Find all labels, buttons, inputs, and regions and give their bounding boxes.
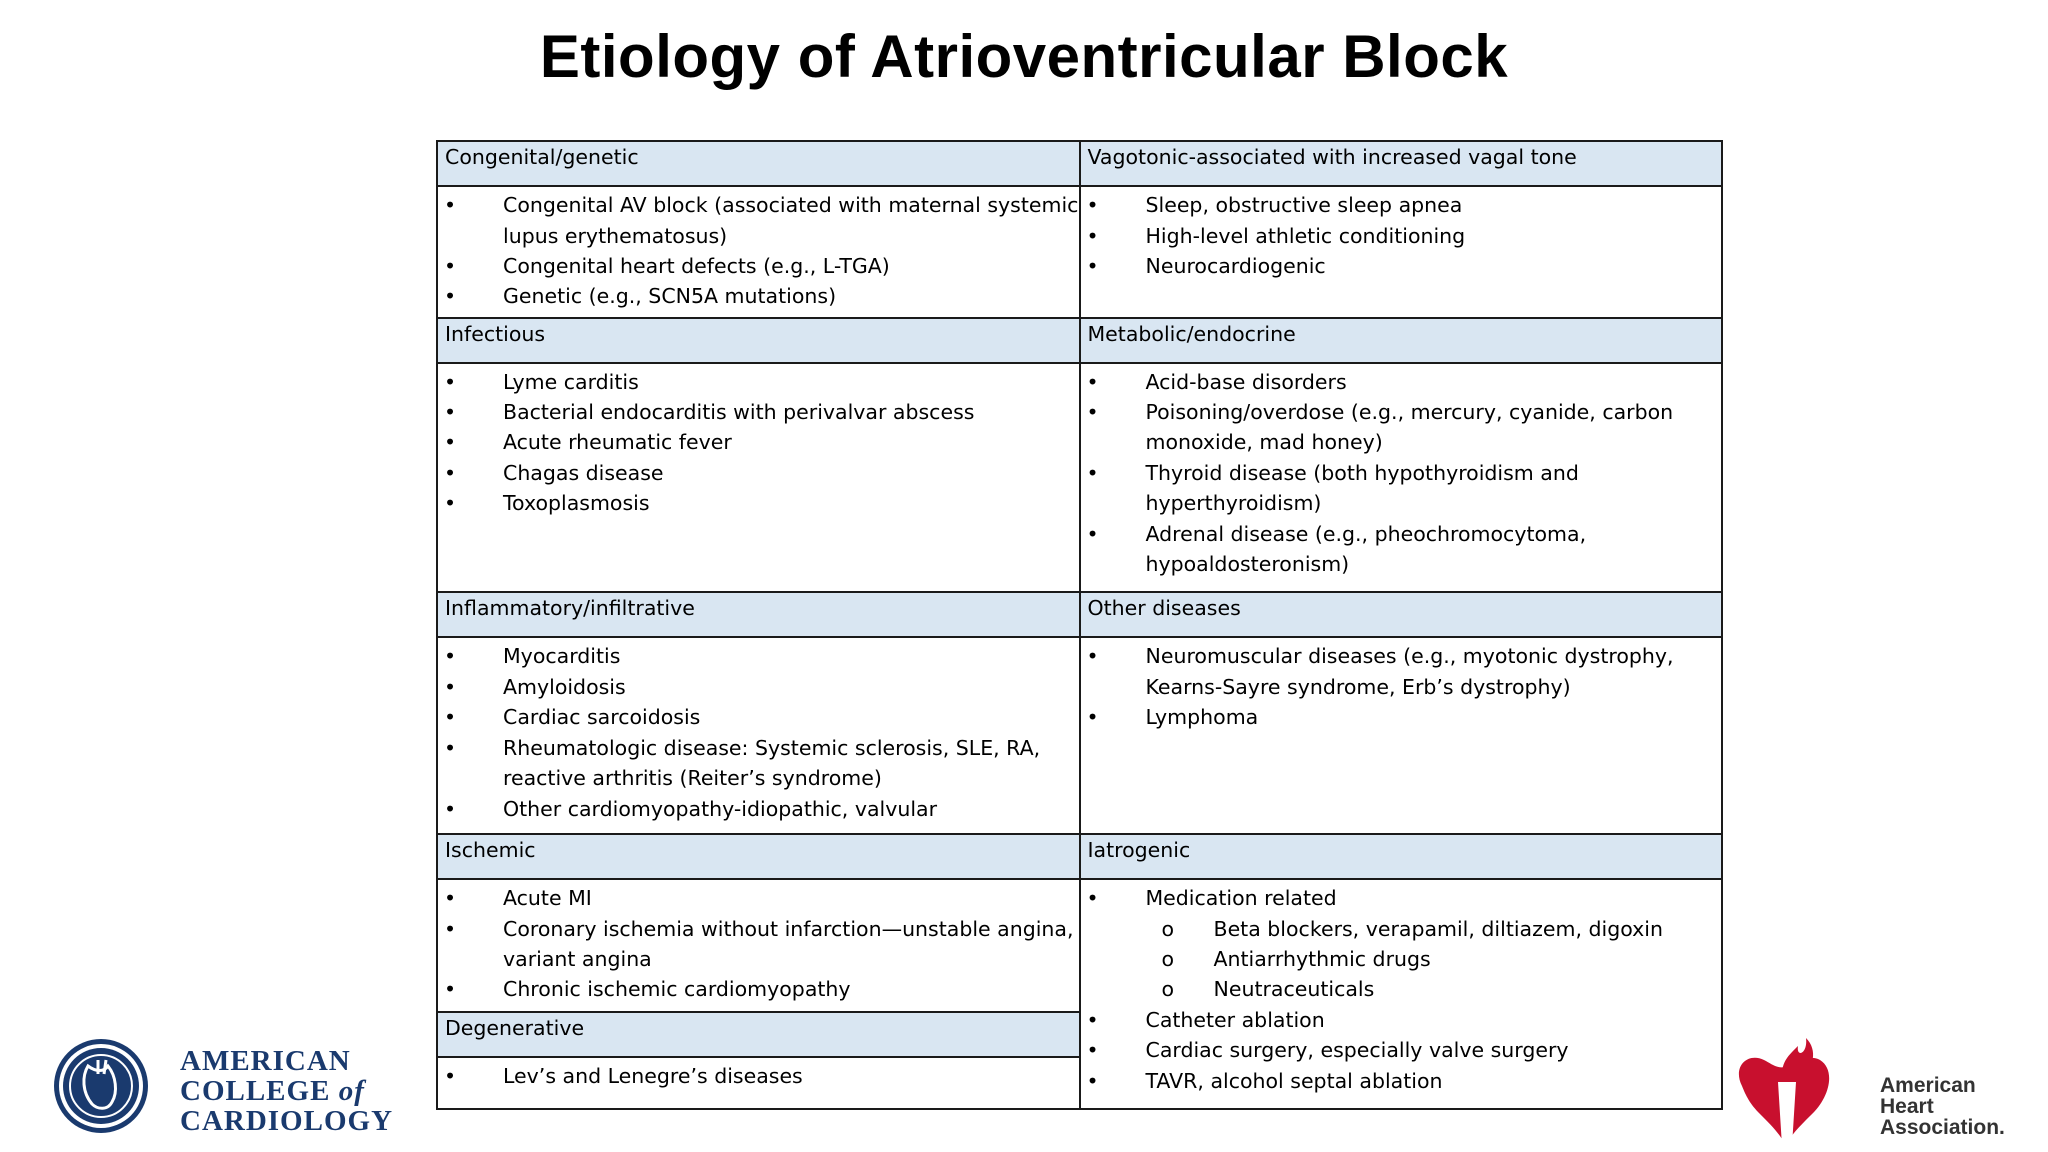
list-item-text: Myocarditis bbox=[503, 644, 621, 669]
list-item-text: Thyroid disease (both hypothyroidism and hyperthyroidism) bbox=[1145, 460, 1579, 516]
list-item bbox=[1081, 397, 1722, 458]
acc-logo-line2a: COLLEGE bbox=[180, 1075, 339, 1107]
bullet-icon: • bbox=[444, 193, 457, 218]
list-vagotonic bbox=[1081, 190, 1722, 281]
bullet-icon: • bbox=[444, 644, 457, 669]
list-item bbox=[1081, 251, 1722, 281]
list-inflammatory bbox=[438, 641, 1079, 823]
hollow-bullet-icon: o bbox=[1161, 947, 1175, 972]
list-item-text: Neurocardiogenic bbox=[1145, 253, 1326, 278]
list-item-text: Acute MI bbox=[503, 886, 592, 911]
bullet-icon: • bbox=[444, 1063, 457, 1088]
bullet-icon: • bbox=[1086, 253, 1099, 278]
cell-other-diseases bbox=[1080, 637, 1723, 834]
list-item-text: Lymphoma bbox=[1145, 705, 1259, 730]
list-item-text: Medication related bbox=[1145, 886, 1337, 911]
bullet-icon: • bbox=[444, 977, 457, 1002]
bullet-icon: • bbox=[444, 705, 457, 730]
list-item bbox=[1081, 367, 1722, 397]
list-item-text: Genetic (e.g., SCN5A mutations) bbox=[503, 284, 837, 309]
header-congenital: Congenital/genetic bbox=[437, 141, 1080, 186]
list-item-text: Lyme carditis bbox=[503, 369, 639, 394]
list-item-text: Neuromuscular diseases (e.g., myotonic dystrophy, Kearns-Sayre syndrome, Erb’s dystrophy) bbox=[1145, 644, 1674, 699]
cell-inflammatory bbox=[437, 637, 1080, 834]
cell-metabolic bbox=[1080, 363, 1723, 593]
list-item-text: High-level athletic conditioning bbox=[1145, 223, 1466, 248]
bullet-icon: • bbox=[1086, 400, 1099, 425]
list-item-text: Rheumatologic disease: Systemic sclerosis, SLE, RA, reactive arthritis (Reiter’s syndrome) bbox=[503, 735, 1041, 791]
bullet-icon: • bbox=[444, 674, 457, 699]
list-item bbox=[1081, 190, 1722, 220]
list-item bbox=[1081, 1005, 1722, 1035]
header-other-diseases: Other diseases bbox=[1080, 592, 1723, 637]
list-item bbox=[438, 914, 1079, 975]
bullet-icon: • bbox=[444, 796, 457, 821]
list-item bbox=[1081, 221, 1722, 251]
list-item bbox=[1081, 883, 1722, 1005]
list-item bbox=[438, 488, 1079, 518]
acc-logo-line1: AMERICAN bbox=[180, 1045, 351, 1077]
heart-torch-icon bbox=[1739, 1038, 1829, 1146]
list-item-text: Coronary ischemia without infarction—unstable angina, variant angina bbox=[503, 916, 1074, 972]
bullet-icon: • bbox=[444, 460, 457, 485]
list-item bbox=[438, 672, 1079, 702]
header-metabolic: Metabolic/endocrine bbox=[1080, 318, 1723, 363]
list-item-text: Acute rheumatic fever bbox=[503, 430, 732, 455]
list-item-text: Bacterial endocarditis with perivalvar abscess bbox=[503, 400, 975, 425]
list-item bbox=[438, 1061, 1079, 1091]
bullet-icon: • bbox=[444, 284, 457, 309]
bullet-icon: • bbox=[1086, 369, 1099, 394]
acc-logo bbox=[38, 1036, 438, 1136]
list-item bbox=[438, 733, 1079, 794]
header-degenerative: Degenerative bbox=[437, 1012, 1080, 1057]
bullet-icon: • bbox=[1086, 460, 1099, 485]
list-ischemic bbox=[438, 883, 1079, 1005]
bullet-icon: • bbox=[444, 735, 457, 760]
header-inflammatory: Inflammatory/infiltrative bbox=[437, 592, 1080, 637]
list-iatrogenic bbox=[1081, 883, 1722, 1096]
bullet-icon: • bbox=[1086, 223, 1099, 248]
list-item bbox=[438, 883, 1079, 913]
list-item bbox=[438, 794, 1079, 824]
bullet-icon: • bbox=[1086, 1068, 1099, 1093]
list-item bbox=[1081, 641, 1722, 702]
bullet-icon: • bbox=[444, 491, 457, 516]
cell-iatrogenic bbox=[1080, 879, 1723, 1109]
bullet-icon: • bbox=[1086, 886, 1099, 911]
list-item bbox=[1081, 1035, 1722, 1065]
header-vagotonic: Vagotonic-associated with increased vagal tone bbox=[1080, 141, 1723, 186]
cell-infectious bbox=[437, 363, 1080, 593]
list-congenital bbox=[438, 190, 1079, 312]
header-iatrogenic: Iatrogenic bbox=[1080, 834, 1723, 879]
list-item-text: Congenital heart defects (e.g., L-TGA) bbox=[503, 253, 890, 278]
bullet-icon: • bbox=[444, 430, 457, 455]
sub-list-item bbox=[1146, 944, 1722, 974]
list-item-text: Adrenal disease (e.g., pheochromocytoma, hypoaldosteronism) bbox=[1145, 521, 1587, 577]
hollow-bullet-icon: o bbox=[1161, 977, 1175, 1002]
list-item bbox=[438, 281, 1079, 311]
list-metabolic bbox=[1081, 367, 1722, 580]
list-degenerative bbox=[438, 1061, 1079, 1091]
list-item-text: Amyloidosis bbox=[503, 674, 626, 699]
bullet-icon: • bbox=[1086, 1007, 1099, 1032]
header-ischemic: Ischemic bbox=[437, 834, 1080, 879]
sub-list-item-text: Neutraceuticals bbox=[1213, 977, 1375, 1002]
aha-logo-line3: Association. bbox=[1880, 1116, 2005, 1139]
bullet-icon: • bbox=[1086, 1038, 1099, 1063]
list-item bbox=[438, 702, 1079, 732]
list-item-text: Catheter ablation bbox=[1145, 1007, 1325, 1032]
etiology-table bbox=[436, 140, 1723, 1110]
list-infectious bbox=[438, 367, 1079, 519]
list-item-text: Sleep, obstructive sleep apnea bbox=[1145, 193, 1463, 218]
cell-degenerative bbox=[437, 1057, 1080, 1109]
cell-congenital bbox=[437, 186, 1080, 317]
list-item-text: Cardiac surgery, especially valve surgery bbox=[1145, 1038, 1569, 1063]
list-item bbox=[438, 974, 1079, 1004]
sub-list bbox=[1146, 914, 1722, 1005]
bullet-icon: • bbox=[1086, 193, 1099, 218]
header-infectious: Infectious bbox=[437, 318, 1080, 363]
list-item-text: Acid-base disorders bbox=[1145, 369, 1347, 394]
slide-title: Etiology of Atrioventricular Block bbox=[539, 23, 1509, 90]
bullet-icon: • bbox=[1086, 644, 1099, 669]
list-item-text: Congenital AV block (associated with maternal systemic lupus erythematosus) bbox=[503, 193, 1079, 248]
list-item-text: Chagas disease bbox=[503, 460, 664, 485]
list-item bbox=[1081, 519, 1722, 580]
aha-logo-line1: American bbox=[1880, 1074, 1976, 1097]
sub-list-item-text: Beta blockers, verapamil, diltiazem, digoxin bbox=[1213, 916, 1663, 941]
sub-list-item bbox=[1146, 914, 1722, 944]
list-item-text: Chronic ischemic cardiomyopathy bbox=[503, 977, 851, 1002]
list-item-text: TAVR, alcohol septal ablation bbox=[1145, 1068, 1443, 1093]
list-item bbox=[438, 251, 1079, 281]
aha-logo bbox=[1728, 1024, 2038, 1152]
list-item-text: Lev’s and Lenegre’s diseases bbox=[503, 1063, 803, 1088]
acc-logo-line2b: of bbox=[338, 1075, 365, 1107]
sub-list-item-text: Antiarrhythmic drugs bbox=[1213, 947, 1431, 972]
list-item bbox=[1081, 458, 1722, 519]
bullet-icon: • bbox=[444, 916, 457, 941]
list-item-text: Poisoning/overdose (e.g., mercury, cyanide, carbon monoxide, mad honey) bbox=[1145, 400, 1674, 455]
bullet-icon: • bbox=[444, 369, 457, 394]
list-item bbox=[438, 397, 1079, 427]
list-item-text: Cardiac sarcoidosis bbox=[503, 705, 701, 730]
bullet-icon: • bbox=[444, 400, 457, 425]
list-item bbox=[438, 367, 1079, 397]
list-item bbox=[438, 458, 1079, 488]
list-item bbox=[438, 641, 1079, 671]
cell-ischemic bbox=[437, 879, 1080, 1011]
bullet-icon: • bbox=[1086, 705, 1099, 730]
acc-seal-icon bbox=[54, 1039, 148, 1133]
list-item bbox=[1081, 1066, 1722, 1096]
cell-vagotonic bbox=[1080, 186, 1723, 317]
acc-logo-line3: CARDIOLOGY bbox=[180, 1105, 394, 1136]
list-item bbox=[438, 190, 1079, 251]
list-item-text: Other cardiomyopathy-idiopathic, valvular bbox=[503, 796, 938, 821]
bullet-icon: • bbox=[1086, 521, 1099, 546]
hollow-bullet-icon: o bbox=[1161, 916, 1175, 941]
bullet-icon: • bbox=[444, 253, 457, 278]
list-item-text: Toxoplasmosis bbox=[503, 491, 650, 516]
aha-logo-line2: Heart bbox=[1880, 1095, 1934, 1118]
sub-list-item bbox=[1146, 974, 1722, 1004]
list-other-diseases bbox=[1081, 641, 1722, 732]
list-item bbox=[1081, 702, 1722, 732]
acc-logo-line2 bbox=[180, 1075, 367, 1107]
bullet-icon: • bbox=[444, 886, 457, 911]
list-item bbox=[438, 427, 1079, 457]
